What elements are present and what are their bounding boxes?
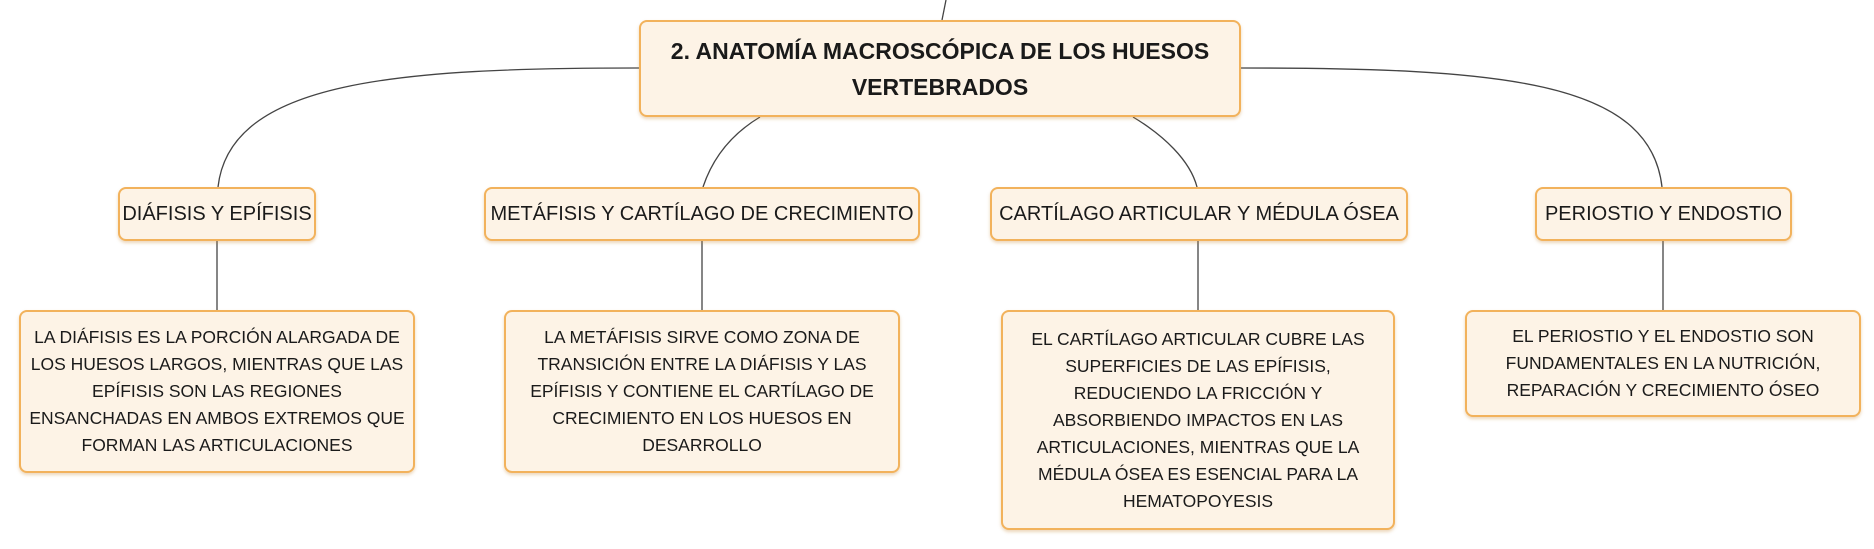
- detail-diafisis-epifisis[interactable]: [19, 310, 415, 473]
- detail-periostio-endostio[interactable]: [1465, 310, 1861, 417]
- connector-root-metafisis: [703, 117, 760, 187]
- topic-diafisis-epifisis[interactable]: [118, 187, 316, 241]
- topic-label: PERIOSTIO Y ENDOSTIO: [1544, 202, 1783, 225]
- detail-metafisis-cartilago[interactable]: [504, 310, 900, 473]
- detail-text: LA METÁFISIS SIRVE COMO ZONA DE TRANSICIÓN ENTRE LA DIÁFISIS Y LAS EPÍFISIS Y CONTIENE EL CARTÍLAGO DE CRECIMIENTO EN LOS HUESOS EN DESARROLLO: [530, 327, 874, 455]
- detail-text: EL CARTÍLAGO ARTICULAR CUBRE LAS SUPERFICIES DE LAS EPÍFISIS, REDUCIENDO LA FRICCIÓN Y ABSORBIENDO IMPACTOS EN LAS ARTICULACIONES, MIENTRAS QUE LA MÉDULA ÓSEA ES ESENCIAL PARA LA HEMATOPOYESIS: [1031, 328, 1365, 511]
- topic-label: CARTÍLAGO ARTICULAR Y MÉDULA ÓSEA: [999, 202, 1399, 225]
- topic-label: METÁFISIS Y CARTÍLAGO DE CRECIMIENTO: [490, 202, 914, 225]
- connector-root-periostio: [1240, 68, 1662, 187]
- root-topic-label: 2. ANATOMÍA MACROSCÓPICA DE LOS HUESOS VERTEBRADOS: [670, 37, 1210, 100]
- topic-label: DIÁFISIS Y EPÍFISIS: [122, 202, 312, 225]
- connector-parent: [942, 0, 946, 20]
- topic-cartilago-medula[interactable]: [990, 187, 1408, 241]
- topic-periostio-endostio[interactable]: [1535, 187, 1792, 241]
- detail-text: LA DIÁFISIS ES LA PORCIÓN ALARGADA DE LOS HUESOS LARGOS, MIENTRAS QUE LAS EPÍFISIS SON LAS REGIONES ENSANCHADAS EN AMBOS EXTREMOS QUE FORMAN LAS ARTICULACIONES: [29, 327, 405, 455]
- topic-metafisis-cartilago[interactable]: [484, 187, 920, 241]
- detail-cartilago-medula[interactable]: [1001, 310, 1395, 530]
- root-topic[interactable]: [639, 20, 1241, 117]
- connector-root-cartilago: [1133, 117, 1197, 187]
- detail-text: EL PERIOSTIO Y EL ENDOSTIO SON FUNDAMENTALES EN LA NUTRICIÓN, REPARACIÓN Y CRECIMIENTO ÓSEO: [1505, 326, 1821, 400]
- connector-root-diafisis: [218, 68, 640, 187]
